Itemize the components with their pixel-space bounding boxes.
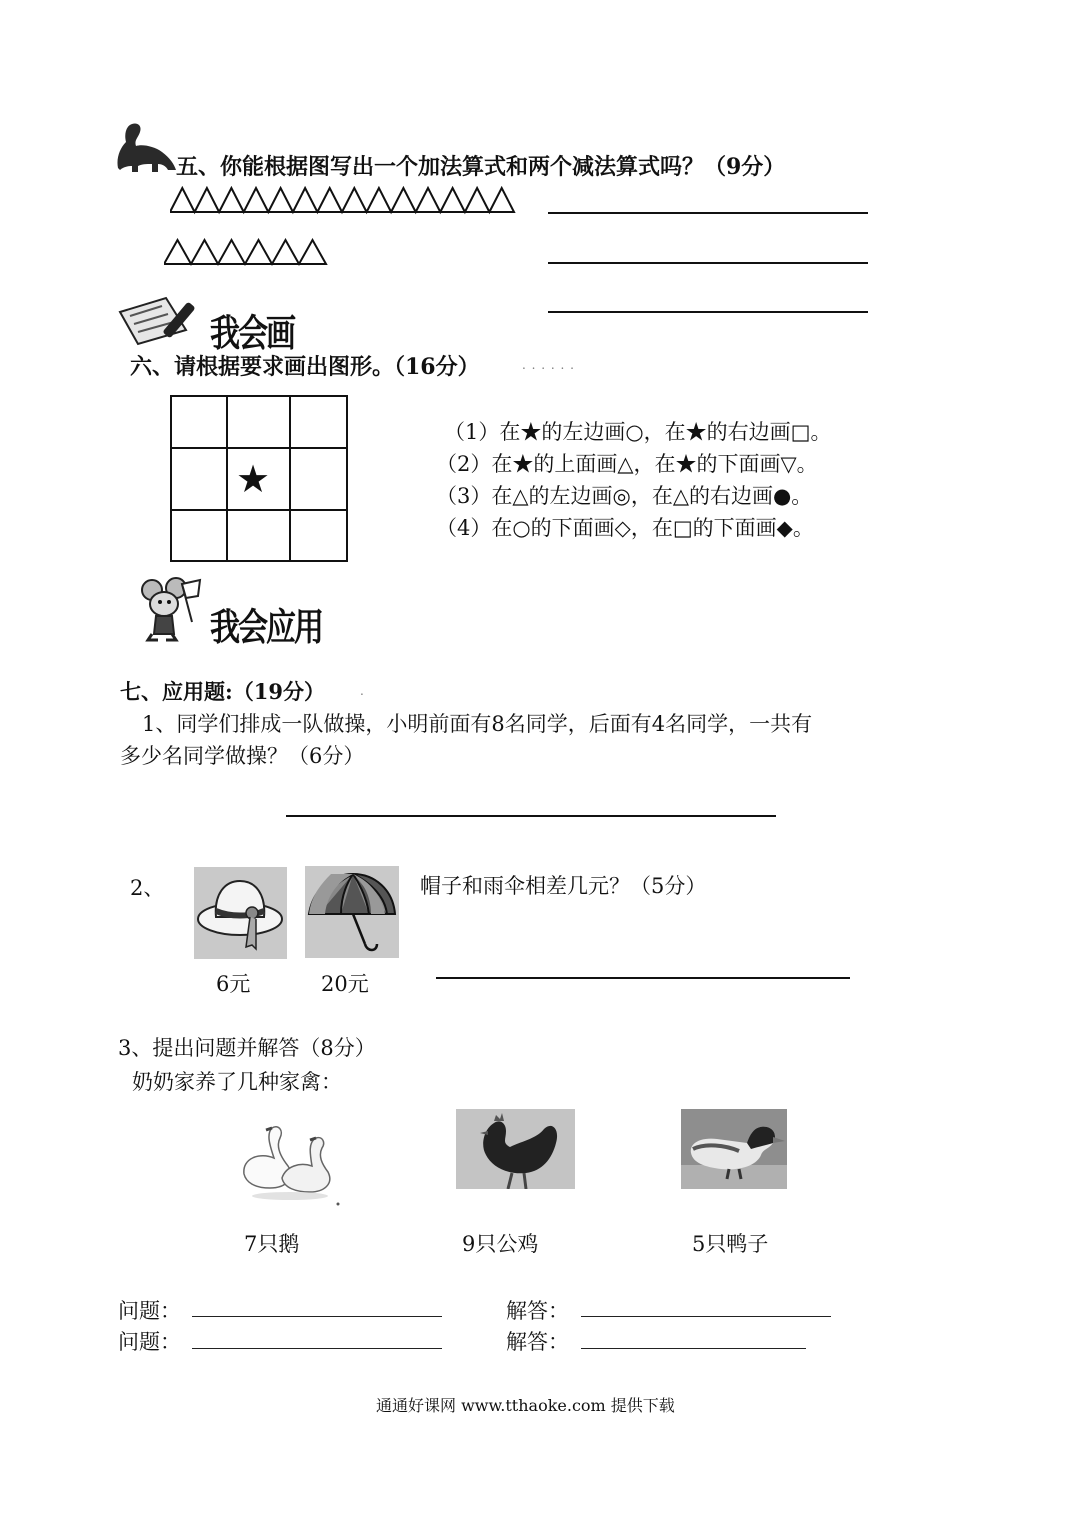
answer-line-2[interactable] [581,1348,806,1349]
umbrella-price: 20元 [321,972,369,996]
question-line-1[interactable] [192,1316,442,1317]
instruction-4: （4）在○的下面画◇，在□的下面画◆。 [436,516,814,540]
drawing-paper-icon [116,294,200,346]
question-line-2[interactable] [192,1348,442,1349]
hat-price: 6元 [216,972,251,996]
duck-picture [681,1109,787,1189]
answer-line-1[interactable] [581,1316,831,1317]
q2-answer-line[interactable] [436,977,850,979]
q3-title: 3、提出问题并解答（8分） [118,1036,376,1060]
goose-count: 7只鹅 [244,1232,300,1256]
q2-number: 2、 [130,876,165,900]
instruction-3: （3）在△的左边画◎，在△的右边画●。 [436,484,813,508]
question-label-2: 问题： [118,1330,181,1354]
umbrella-picture [305,866,399,958]
q1-line2: 多少名同学做操？（6分） [120,744,365,768]
section6-dots: . . . . . . [522,358,575,372]
q1-answer-line[interactable] [286,815,776,817]
answer-line-addition[interactable] [548,212,868,214]
rooster-count: 9只公鸡 [462,1232,539,1256]
section6-title: 六、请根据要求画出图形。（16分） [130,354,480,380]
triangle-row-1 [170,186,516,216]
goose-icon [236,1112,340,1208]
answer-label-2: 解答： [506,1330,569,1354]
mouse-flag-icon [136,574,206,644]
section7-dot: . [360,684,364,698]
drawing-grid[interactable] [170,395,348,562]
section7-badge: 我会应用 [210,606,322,650]
dinosaur-icon [112,118,178,174]
section7-title: 七、应用题:（19分） [120,679,325,704]
duck-icon [681,1109,787,1189]
q2-text: 帽子和雨伞相差几元？（5分） [420,874,707,898]
answer-line-subtraction-2[interactable] [548,311,868,313]
hat-icon [194,867,287,959]
hat-picture [194,867,287,959]
answer-line-subtraction-1[interactable] [548,262,868,264]
star-icon: ★ [236,457,271,501]
duck-count: 5只鸭子 [692,1232,769,1256]
rooster-picture [456,1109,575,1189]
q1-line1: 1、同学们排成一队做操，小明前面有8名同学，后面有4名同学，一共有 [142,712,813,736]
instruction-2: （2）在★的上面画△，在★的下面画▽。 [436,452,818,476]
answer-label-1: 解答： [506,1299,569,1323]
section6-badge: 我会画 [210,312,294,356]
instruction-1: （1）在★的左边画○，在★的右边画□。 [444,420,832,444]
section5-title: 五、你能根据图写出一个加法算式和两个减法算式吗？（9分） [176,154,786,180]
question-label-1: 问题： [118,1299,181,1323]
umbrella-icon [305,866,399,958]
rooster-icon [456,1109,575,1189]
q3-intro: 奶奶家养了几种家禽： [132,1070,342,1094]
triangle-row-2 [164,238,330,268]
footer-credit: 通通好课网 www.tthaoke.com 提供下载 [376,1396,675,1415]
